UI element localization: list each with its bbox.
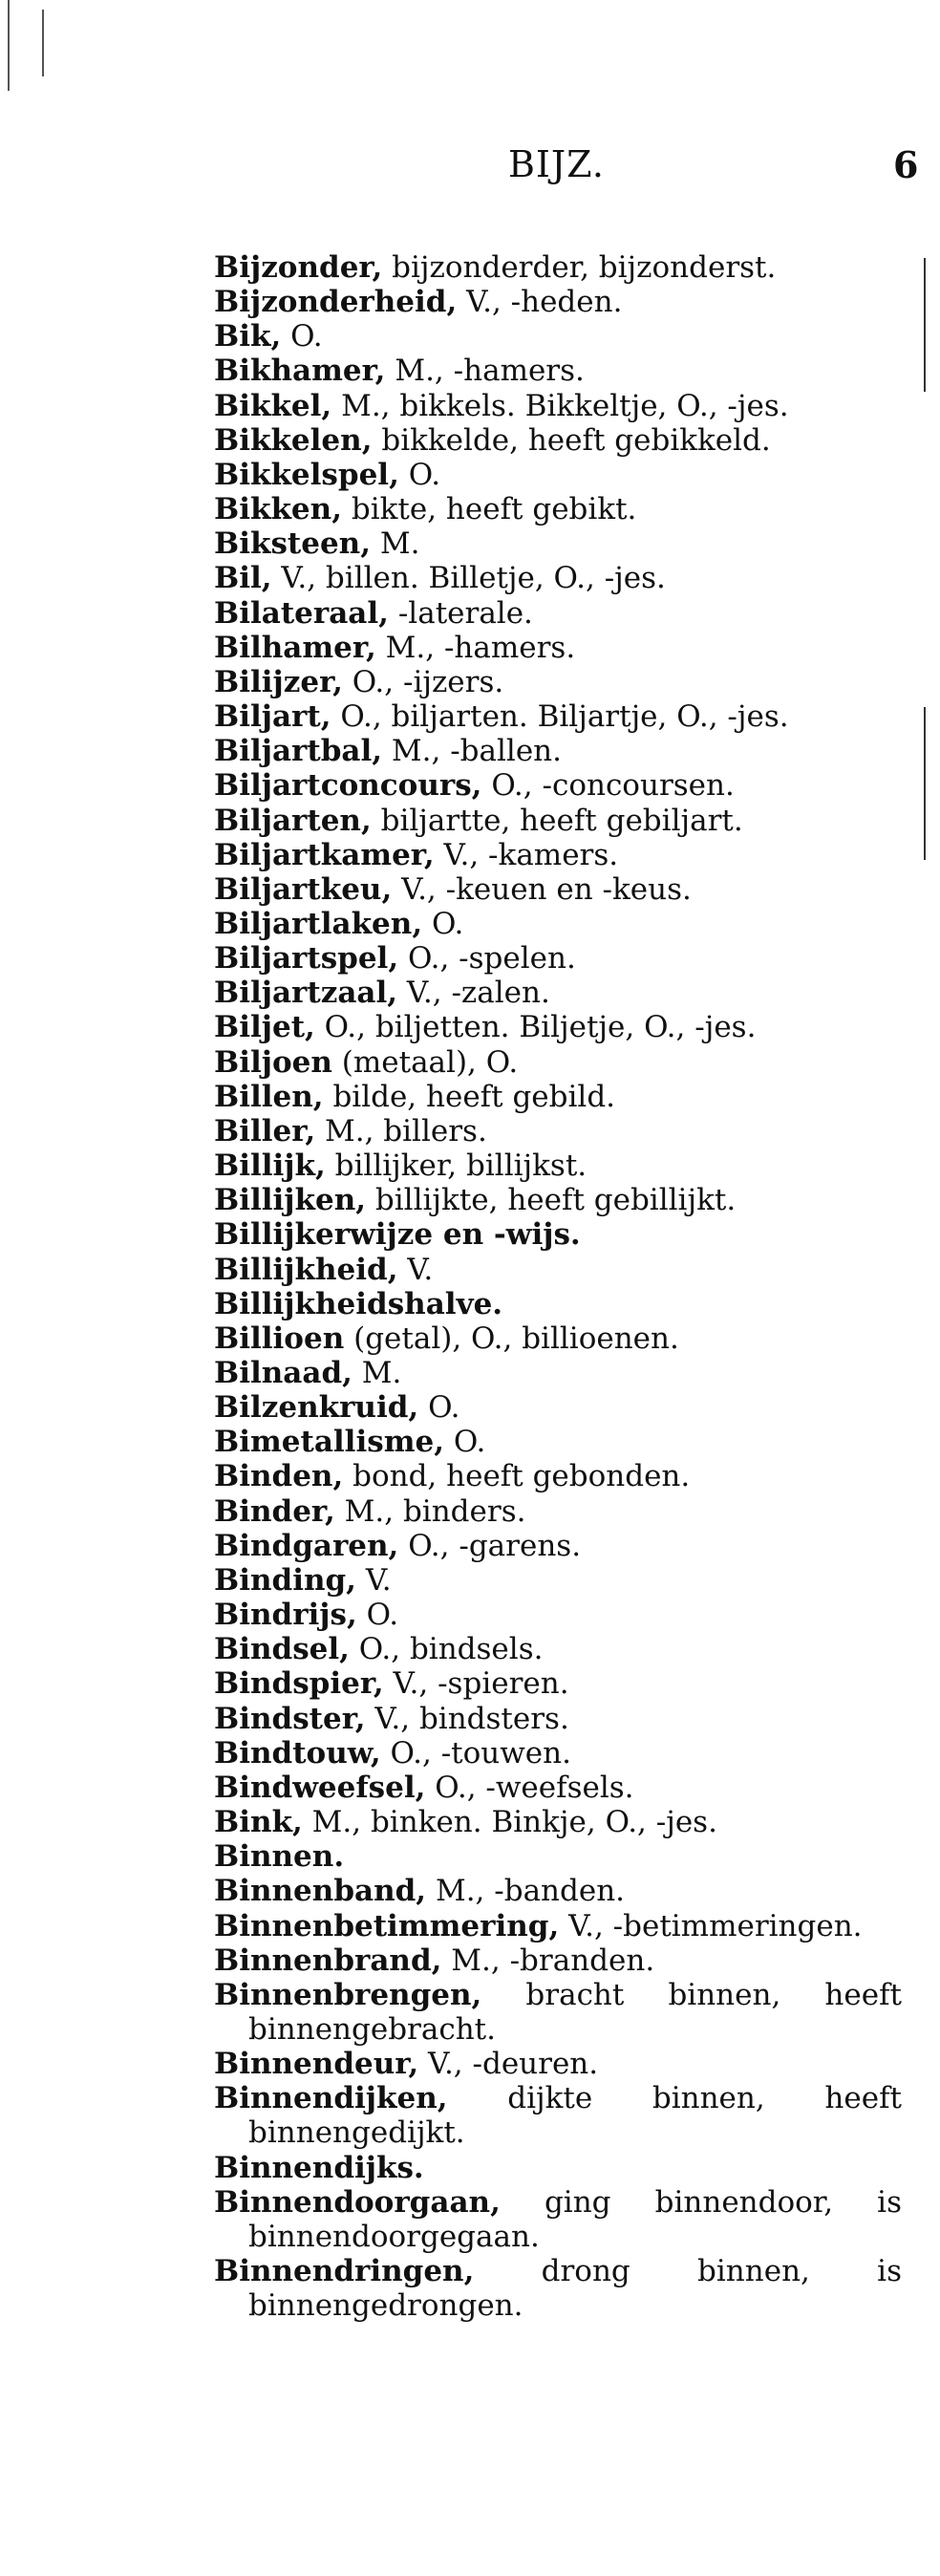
dictionary-entry (214, 285, 902, 319)
dictionary-entry (214, 1494, 902, 1529)
entry-headword: Billijk, (214, 1148, 326, 1184)
dictionary-entry (214, 665, 902, 699)
entry-headword: Binden, (214, 1459, 344, 1494)
dictionary-entry (214, 250, 902, 285)
entry-headword: Binnenbrand, (214, 1943, 442, 1978)
left-margin-mark (42, 10, 44, 76)
entry-definition: bracht binnen, heeft binnengebracht. (248, 1977, 902, 2047)
dictionary-entry (214, 768, 902, 803)
entry-headword: Bindsel, (214, 1632, 350, 1667)
dictionary-entry (214, 1045, 902, 1080)
entry-headword: Biljartconcours, (214, 768, 482, 804)
entry-definition: M. (371, 526, 420, 562)
dictionary-entry (214, 1148, 902, 1183)
entry-definition: O. (398, 457, 441, 492)
entry-headword: Biljet, (214, 1010, 315, 1045)
entry-definition: M., bikkels. Bikkeltje, O., -jes. (331, 388, 789, 423)
dictionary-entry (214, 1736, 902, 1771)
entry-headword: Bil, (214, 561, 272, 596)
dictionary-entry (214, 1805, 902, 1839)
entry-headword: Biljartbal, (214, 734, 383, 769)
dictionary-entry (214, 2151, 902, 2185)
entry-headword: Billioen (214, 1320, 345, 1356)
entry-definition: bikte, heeft gebikt. (342, 492, 637, 527)
entry-definition: ging binnendoor, is binnendoorgegaan. (248, 2184, 902, 2254)
entry-definition: V., -spieren. (383, 1666, 569, 1702)
entry-definition: M. (352, 1356, 402, 1390)
entry-definition: (metaal), O. (331, 1044, 519, 1080)
entry-headword: Binnendijks. (214, 2150, 424, 2185)
dictionary-entry (214, 458, 902, 492)
dictionary-entry (214, 1114, 902, 1148)
entry-definition: O. (444, 1425, 486, 1460)
entry-definition: billijker, billijkst. (325, 1148, 588, 1184)
entry-headword: Bilzenkruid, (214, 1390, 419, 1426)
entry-definition: M., binders. (334, 1493, 526, 1529)
dictionary-entry (214, 561, 902, 595)
entry-definition: M., -banden. (426, 1874, 626, 1909)
entry-headword: Bikkelspel, (214, 457, 399, 492)
dictionary-entry (214, 734, 902, 768)
right-edge-rule (924, 258, 926, 392)
entry-definition: V., -heden. (457, 285, 623, 320)
dictionary-entry (214, 1529, 902, 1563)
entry-definition: M., -ballen. (382, 734, 562, 769)
dictionary-entry (214, 838, 902, 872)
entry-headword: Binnendijken, (214, 2081, 448, 2116)
entry-headword: Biller, (214, 1113, 316, 1148)
entry-definition: drong binnen, is binnengedrongen. (248, 2254, 902, 2324)
entry-definition: O., -weefsels. (425, 1770, 634, 1805)
entry-definition: V., -kamers. (434, 837, 619, 872)
entry-headword: Binder, (214, 1493, 335, 1529)
dictionary-entry (214, 319, 902, 354)
entry-definition: O., -ijzers. (342, 664, 504, 699)
entry-headword: Bilateraal, (214, 595, 389, 631)
entry-definition: V., -betimmeringen. (559, 1908, 863, 1943)
dictionary-entry (214, 1702, 902, 1736)
entry-definition: O., biljarten. Biljartje, O., -jes. (331, 699, 789, 735)
dictionary-entry (214, 1217, 902, 1252)
entry-definition: M., -hamers. (375, 630, 576, 665)
entry-definition: V., -deuren. (418, 2047, 599, 2082)
entry-headword: Bindrijs, (214, 1598, 357, 1633)
entry-headword: Bindweefsel, (214, 1770, 426, 1805)
entry-headword: Billijkheidshalve. (214, 1286, 503, 1321)
entry-headword: Biljart, (214, 699, 331, 735)
entry-headword: Bijzonder, (214, 250, 383, 285)
entry-headword: Biljoen (214, 1044, 332, 1080)
entry-headword: Binnen. (214, 1839, 345, 1875)
entry-definition: O., -garens. (398, 1528, 582, 1563)
dictionary-entry (214, 1874, 902, 1908)
entry-headword: Billijkheid, (214, 1252, 398, 1287)
entry-headword: Bilnaad, (214, 1356, 352, 1390)
entry-headword: Biljartkeu, (214, 871, 393, 907)
entry-definition: billijkte, heeft gebillijkt. (366, 1183, 737, 1218)
entry-headword: Bikkel, (214, 388, 332, 423)
entry-definition: bilde, heeft gebild. (323, 1079, 616, 1114)
entry-definition: bond, heeft gebonden. (343, 1459, 691, 1494)
dictionary-entry (214, 1459, 902, 1493)
entry-definition: V. (355, 1562, 392, 1598)
entry-headword: Binnenbrengen, (214, 1977, 482, 2012)
dictionary-entry (214, 354, 902, 388)
entry-headword: Bindtouw, (214, 1735, 381, 1771)
entry-headword: Binnendeur, (214, 2047, 419, 2082)
dictionary-entry (214, 1321, 902, 1356)
page-header (0, 143, 940, 201)
left-margin-mark (8, 0, 10, 91)
dictionary-entry (214, 1632, 902, 1666)
dictionary-entry (214, 1839, 902, 1874)
entry-headword: Bikkelen, (214, 422, 373, 458)
dictionary-entry (214, 492, 902, 526)
entry-headword: Binnendoorgaan, (214, 2184, 501, 2220)
dictionary-entry (214, 2254, 902, 2323)
entry-definition: V. (397, 1252, 434, 1287)
entry-definition: M., -branden. (441, 1943, 655, 1978)
entry-definition: O., -touwen. (380, 1735, 571, 1771)
entry-headword: Binnenbetimmering, (214, 1908, 560, 1943)
dictionary-entry (214, 1563, 902, 1598)
dictionary-entry (214, 1356, 902, 1390)
entry-headword: Binding, (214, 1562, 356, 1598)
entry-headword: Bikhamer, (214, 354, 386, 389)
dictionary-entry (214, 1771, 902, 1805)
entry-headword: Biljartlaken, (214, 906, 423, 941)
entry-definition: O., biljetten. Biljetje, O., -jes. (314, 1010, 757, 1045)
entry-headword: Biljartspel, (214, 941, 399, 977)
entry-headword: Bink, (214, 1805, 303, 1840)
entry-headword: Binnenband, (214, 1874, 427, 1909)
dictionary-entry (214, 872, 902, 907)
dictionary-entry (214, 1666, 902, 1701)
dictionary-entry (214, 596, 902, 631)
dictionary-entry (214, 423, 902, 458)
dictionary-entries (214, 250, 902, 2323)
entry-definition: bijzonderder, bijzonderst. (382, 250, 777, 285)
dictionary-entry (214, 1598, 902, 1632)
entry-headword: Bikken, (214, 492, 342, 527)
dictionary-entry (214, 631, 902, 665)
entry-definition: bikkelde, heeft gebikkeld. (372, 422, 771, 458)
entry-headword: Bimetallisme, (214, 1425, 445, 1460)
entry-definition: O. (356, 1598, 399, 1633)
dictionary-entry (214, 1253, 902, 1287)
entry-headword: Bilhamer, (214, 630, 376, 665)
entry-definition: M., binken. Binkje, O., -jes. (302, 1805, 717, 1840)
entry-definition: (getal), O., billioenen. (344, 1320, 679, 1356)
entry-headword: Biljartzaal, (214, 976, 398, 1011)
entry-definition: O., -spelen. (398, 941, 576, 977)
dictionary-entry (214, 1390, 902, 1425)
entry-definition: -laterale. (388, 595, 533, 631)
entry-headword: Binnendringen, (214, 2254, 475, 2289)
running-head: BIJZ. (508, 143, 605, 185)
dictionary-entry (214, 1010, 902, 1044)
entry-headword: Bindgaren, (214, 1528, 399, 1563)
entry-headword: Billijken, (214, 1183, 367, 1218)
entry-headword: Billen, (214, 1079, 324, 1114)
dictionary-entry (214, 941, 902, 976)
dictionary-entry (214, 1287, 902, 1321)
entry-headword: Bilijzer, (214, 664, 343, 699)
dictionary-entry (214, 1978, 902, 2047)
entry-definition: O. (418, 1390, 460, 1426)
dictionary-entry (214, 1943, 902, 1978)
dictionary-entry (214, 389, 902, 423)
entry-definition: O. (422, 906, 464, 941)
entry-definition: biljartte, heeft gebiljart. (371, 803, 743, 838)
dictionary-entry (214, 2081, 902, 2150)
dictionary-entry (214, 907, 902, 941)
dictionary-entry (214, 1425, 902, 1459)
dictionary-entry (214, 699, 902, 734)
entry-headword: Billijkerwijze en -wijs. (214, 1217, 581, 1253)
entry-definition: V., bindsters. (365, 1701, 569, 1736)
entry-definition: M., -hamers. (385, 354, 585, 389)
entry-headword: Biksteen, (214, 526, 372, 562)
dictionary-entry (214, 804, 902, 838)
dictionary-entry (214, 976, 902, 1010)
entry-definition: V., -keuen en -keus. (392, 871, 692, 907)
right-edge-rule (924, 707, 926, 860)
dictionary-entry (214, 1080, 902, 1114)
dictionary-entry (214, 2185, 902, 2254)
entry-definition: M., billers. (315, 1113, 487, 1148)
entry-headword: Bindster, (214, 1701, 366, 1736)
dictionary-entry (214, 1183, 902, 1217)
entry-headword: Biljarten, (214, 803, 372, 838)
entry-definition: V., -zalen. (397, 976, 550, 1011)
dictionary-entry (214, 1909, 902, 1943)
entry-definition: O. (281, 319, 323, 354)
entry-headword: Bindspier, (214, 1666, 384, 1702)
entry-definition: O., -concoursen. (481, 768, 735, 804)
entry-headword: Bijzonderheid, (214, 285, 458, 320)
entry-definition: V., billen. Billetje, O., -jes. (271, 561, 666, 596)
entry-headword: Biljartkamer, (214, 837, 435, 872)
dictionary-entry (214, 526, 902, 561)
page-number: 6 (893, 143, 919, 186)
dictionary-entry (214, 2047, 902, 2081)
entry-definition: O., bindsels. (349, 1632, 544, 1667)
entry-definition: dijkte binnen, heeft binnengedijkt. (248, 2081, 902, 2151)
entry-headword: Bik, (214, 319, 282, 354)
